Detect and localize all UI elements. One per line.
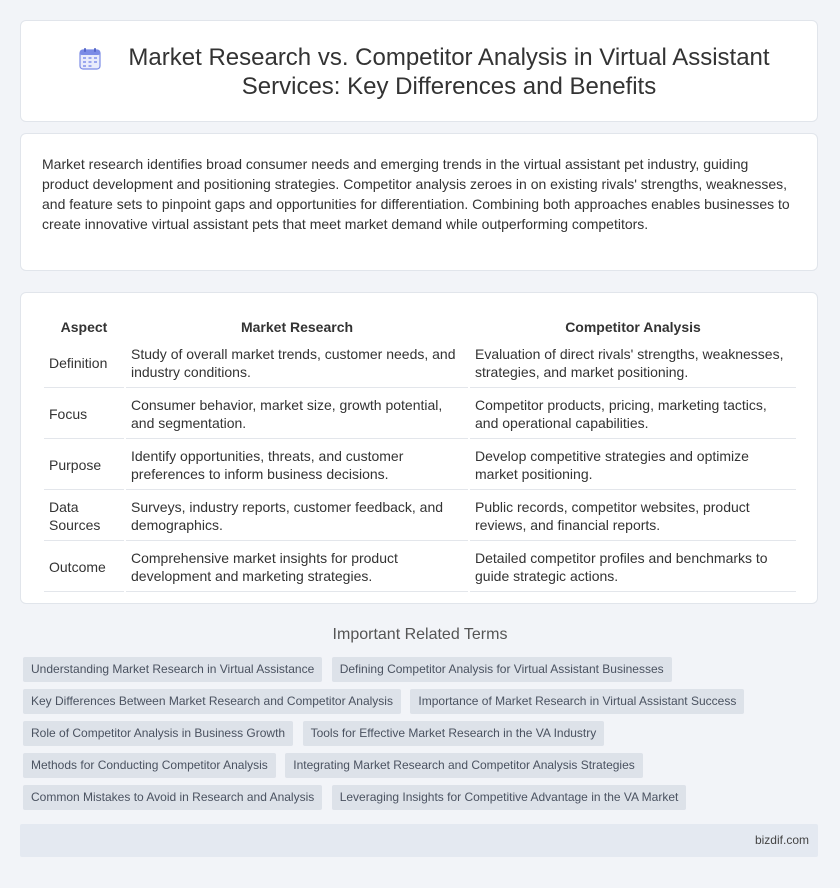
tag-row: [23, 689, 823, 715]
row-competitor-analysis: Develop competitive strategies and optimize market positioning.: [470, 441, 796, 490]
table-row: [44, 339, 796, 388]
table-row: [44, 441, 796, 490]
row-aspect: Purpose: [44, 441, 124, 490]
table-header-row: [44, 317, 796, 337]
related-term-tag[interactable]: Integrating Market Research and Competitor Analysis Strategies: [285, 753, 643, 778]
related-term-tag[interactable]: Understanding Market Research in Virtual Assistance: [23, 657, 322, 682]
comparison-table: [42, 315, 798, 594]
row-market-research: Consumer behavior, market size, growth potential, and segmentation.: [126, 390, 468, 439]
row-competitor-analysis: Detailed competitor profiles and benchmarks to guide strategic actions.: [470, 543, 796, 592]
header-competitor-analysis: Competitor Analysis: [565, 319, 701, 335]
row-aspect: Outcome: [44, 543, 124, 592]
table-row: [44, 543, 796, 592]
row-competitor-analysis: Public records, competitor websites, product reviews, and financial reports.: [470, 492, 796, 541]
related-term-tag[interactable]: Defining Competitor Analysis for Virtual Assistant Businesses: [332, 657, 672, 682]
header-aspect: Aspect: [60, 319, 108, 335]
title-card: [20, 20, 818, 122]
row-competitor-analysis: Competitor products, pricing, marketing tactics, and operational capabilities.: [470, 390, 796, 439]
row-market-research: Study of overall market trends, customer needs, and industry conditions.: [126, 339, 468, 388]
row-aspect: Data Sources: [44, 492, 124, 541]
calendar-icon: [78, 47, 102, 71]
related-term-tag[interactable]: Tools for Effective Market Research in the VA Industry: [303, 721, 605, 746]
related-term-tag[interactable]: Methods for Conducting Competitor Analysis: [23, 753, 276, 778]
tag-row: [23, 753, 823, 779]
tag-row: [23, 657, 823, 683]
footer-site-link[interactable]: bizdif.com: [754, 833, 809, 847]
related-term-tag[interactable]: Key Differences Between Market Research and Competitor Analysis: [23, 689, 401, 714]
related-term-tag[interactable]: Role of Competitor Analysis in Business Growth: [23, 721, 293, 746]
footer: [20, 824, 818, 857]
related-terms-title: Important Related Terms: [332, 626, 508, 643]
row-market-research: Comprehensive market insights for product development and marketing strategies.: [126, 543, 468, 592]
row-market-research: Surveys, industry reports, customer feedback, and demographics.: [126, 492, 468, 541]
page-title: Market Research vs. Competitor Analysis in Virtual Assistant Services: Key Differences and Benefits: [128, 44, 770, 100]
header-market-research: Market Research: [240, 319, 354, 335]
row-aspect: Focus: [44, 390, 124, 439]
comparison-card: [20, 292, 818, 604]
tag-row: [23, 721, 823, 747]
intro-paragraph: Market research identifies broad consumer needs and emerging trends in the virtual assistant pet industry, guiding product development and positioning strategies. Competitor analysis zeroes in on existing rivals' strengths, weaknesses, and feature sets to pinpoint gaps and opportunities for differentiation. Combining both approaches enables businesses to create innovative virtual assistant pets that meet market demand while outperforming competitors.: [42, 156, 790, 232]
related-term-tag[interactable]: Common Mistakes to Avoid in Research and Analysis: [23, 785, 322, 810]
tag-row: [23, 785, 823, 811]
intro-card: [20, 133, 818, 271]
related-term-tag[interactable]: Leveraging Insights for Competitive Advantage in the VA Market: [332, 785, 687, 810]
row-aspect: Definition: [44, 339, 124, 388]
table-row: [44, 390, 796, 439]
related-terms-list: [23, 657, 823, 817]
related-term-tag[interactable]: Importance of Market Research in Virtual Assistant Success: [410, 689, 744, 714]
row-competitor-analysis: Evaluation of direct rivals' strengths, weaknesses, strategies, and market positioning.: [470, 339, 796, 388]
table-row: [44, 492, 796, 541]
row-market-research: Identify opportunities, threats, and customer preferences to inform business decisions.: [126, 441, 468, 490]
